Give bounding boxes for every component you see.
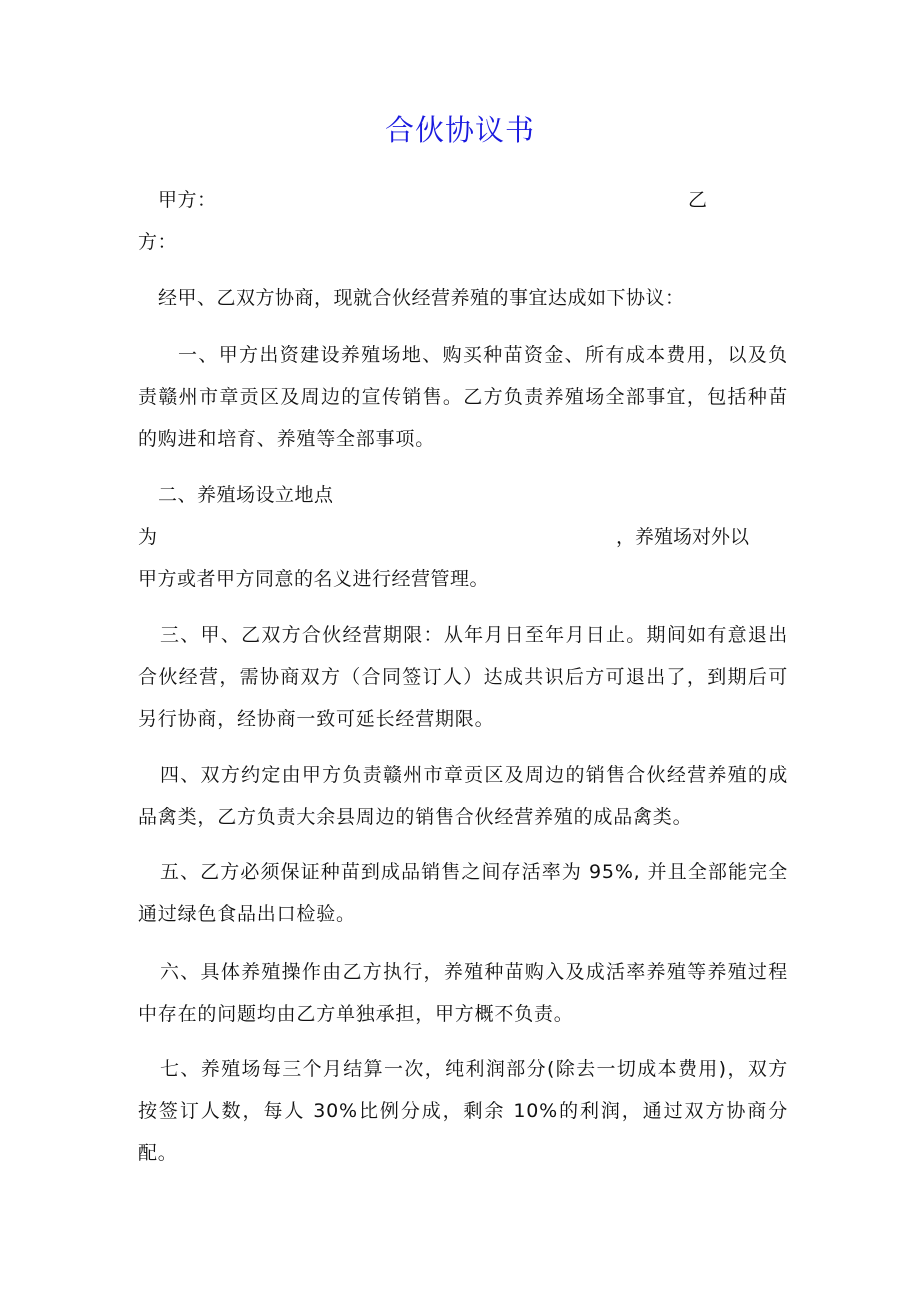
clause-2-line-start: 为 — [138, 526, 158, 548]
clause-7: 七、养殖场每三个月结算一次，纯利润部分(除去一切成本费用)，双方按签订人数，每人 30%比例分成，剩余 10%的利润，通过双方协商分配。 — [138, 1058, 788, 1164]
clause-6: 六、具体养殖操作由乙方执行，养殖种苗购入及成活率养殖等养殖过程中存在的问题均由乙方单独承担，甲方概不负责。 — [138, 961, 788, 1025]
clause-2-line-end: ，养殖场对外以 — [616, 526, 750, 548]
document-title: 合伙协议书 — [384, 113, 535, 147]
party-b-label-start: 乙 — [688, 189, 708, 211]
clause-2-continuation: 甲方或者甲方同意的名义进行经营管理。 — [138, 568, 490, 590]
clause-5: 五、乙方必须保证种苗到成品销售之间存活率为 95%, 并且全部能完全通过绿色食品出口检验。 — [138, 861, 788, 925]
clause-2-heading: 二、养殖场设立地点 — [158, 484, 334, 506]
intro-text: 经甲、乙双方协商，现就合伙经营养殖的事宜达成如下协议： — [158, 287, 685, 309]
clause-3: 三、甲、乙双方合伙经营期限：从年月日至年月日止。期间如有意退出合伙经营，需协商双方（合同签订人）达成共识后方可退出了，到期后可另行协商，经协商一致可延长经营期限。 — [138, 624, 788, 730]
clause-4: 四、双方约定由甲方负责赣州市章贡区及周边的销售合伙经营养殖的成品禽类，乙方负责大余县周边的销售合伙经营养殖的成品禽类。 — [138, 764, 788, 828]
party-b-label-end: 方： — [138, 231, 178, 253]
party-a-label: 甲方： — [158, 189, 217, 211]
clause-1: 一、甲方出资建设养殖场地、购买种苗资金、所有成本费用，以及负责赣州市章贡区及周边的宣传销售。乙方负责养殖场全部事宜，包括种苗的购进和培育、养殖等全部事项。 — [138, 344, 788, 450]
